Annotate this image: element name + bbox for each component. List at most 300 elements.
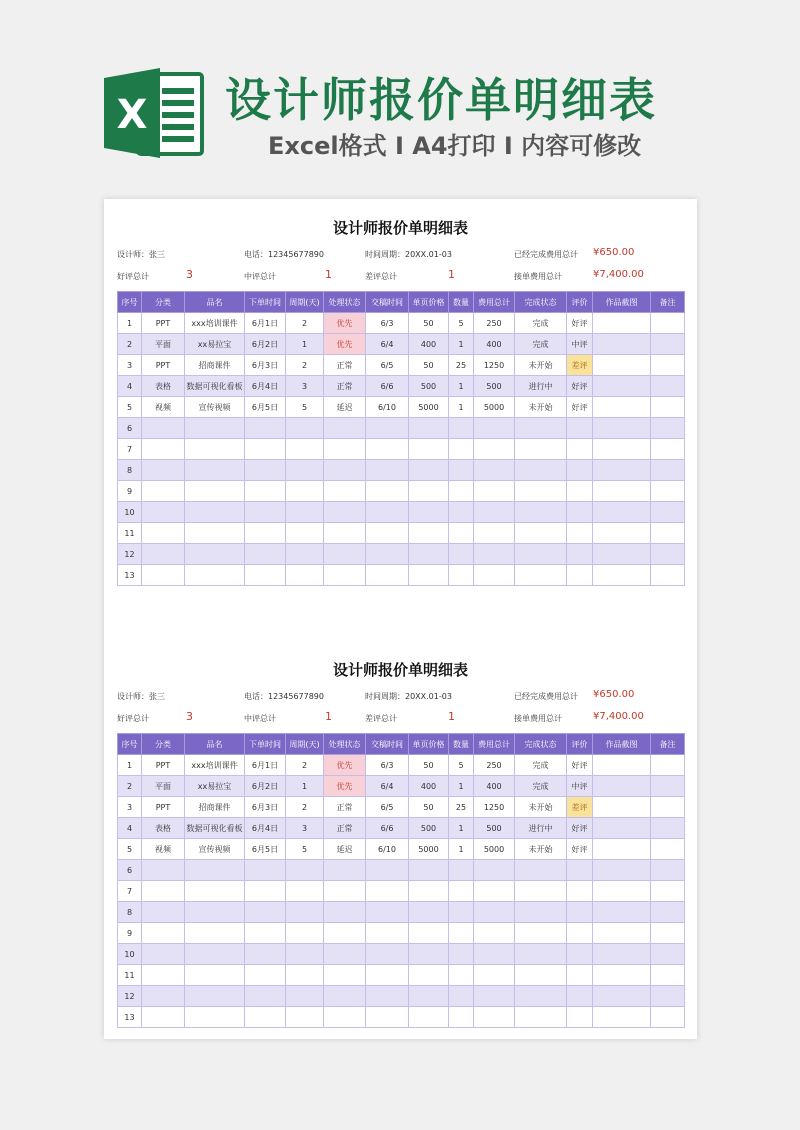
cell-order-date[interactable]: 6月3日 — [245, 797, 286, 818]
cell-total-cost[interactable] — [474, 923, 515, 944]
cell-index[interactable]: 10 — [118, 944, 142, 965]
cell-index[interactable]: 13 — [118, 565, 142, 586]
cell-rating[interactable] — [567, 523, 593, 544]
cell-rating[interactable]: 好评 — [567, 818, 593, 839]
cell-cycle-days[interactable]: 5 — [286, 839, 324, 860]
cell-total-cost[interactable]: 1250 — [474, 797, 515, 818]
cell-remark[interactable] — [651, 839, 685, 860]
cell-completion-status[interactable] — [515, 439, 567, 460]
cell-category[interactable] — [142, 481, 185, 502]
cell-work-screenshot[interactable] — [593, 481, 651, 502]
cell-order-date[interactable]: 6月4日 — [245, 818, 286, 839]
cell-index[interactable]: 5 — [118, 839, 142, 860]
cell-remark[interactable] — [651, 818, 685, 839]
cell-process-status[interactable] — [324, 881, 366, 902]
cell-category[interactable]: 视频 — [142, 397, 185, 418]
cell-index[interactable]: 7 — [118, 881, 142, 902]
cell-delivery-date[interactable] — [366, 986, 409, 1007]
cell-order-date[interactable]: 6月2日 — [245, 776, 286, 797]
cell-item-name[interactable]: xx易拉宝 — [185, 776, 245, 797]
cell-remark[interactable] — [651, 544, 685, 565]
cell-item-name[interactable]: 招商课件 — [185, 797, 245, 818]
cell-cycle-days[interactable]: 2 — [286, 355, 324, 376]
cell-category[interactable] — [142, 1007, 185, 1028]
cell-category[interactable]: PPT — [142, 313, 185, 334]
cell-rating[interactable]: 好评 — [567, 376, 593, 397]
cell-completion-status[interactable]: 未开始 — [515, 397, 567, 418]
cell-index[interactable]: 5 — [118, 397, 142, 418]
cell-work-screenshot[interactable] — [593, 755, 651, 776]
cell-quantity[interactable]: 1 — [449, 376, 474, 397]
cell-process-status[interactable]: 优先 — [324, 334, 366, 355]
cell-order-date[interactable]: 6月5日 — [245, 839, 286, 860]
cell-index[interactable]: 12 — [118, 544, 142, 565]
cell-remark[interactable] — [651, 881, 685, 902]
cell-cycle-days[interactable]: 2 — [286, 755, 324, 776]
cell-completion-status[interactable]: 进行中 — [515, 818, 567, 839]
cell-order-date[interactable] — [245, 881, 286, 902]
cell-process-status[interactable] — [324, 565, 366, 586]
cell-index[interactable]: 6 — [118, 860, 142, 881]
cell-process-status[interactable] — [324, 544, 366, 565]
cell-quantity[interactable] — [449, 544, 474, 565]
cell-quantity[interactable] — [449, 565, 474, 586]
cell-item-name[interactable]: xxx培训课件 — [185, 313, 245, 334]
cell-process-status[interactable] — [324, 418, 366, 439]
cell-completion-status[interactable] — [515, 881, 567, 902]
cell-category[interactable]: PPT — [142, 755, 185, 776]
cell-process-status[interactable] — [324, 923, 366, 944]
cell-quantity[interactable] — [449, 418, 474, 439]
cell-quantity[interactable] — [449, 881, 474, 902]
cell-work-screenshot[interactable] — [593, 881, 651, 902]
cell-item-name[interactable] — [185, 923, 245, 944]
cell-item-name[interactable] — [185, 481, 245, 502]
cell-category[interactable] — [142, 439, 185, 460]
cell-total-cost[interactable] — [474, 902, 515, 923]
cell-unit-price[interactable] — [409, 965, 449, 986]
cell-category[interactable] — [142, 986, 185, 1007]
cell-unit-price[interactable] — [409, 860, 449, 881]
cell-rating[interactable] — [567, 481, 593, 502]
cell-index[interactable]: 7 — [118, 439, 142, 460]
cell-item-name[interactable]: 招商课件 — [185, 355, 245, 376]
cell-order-date[interactable]: 6月5日 — [245, 397, 286, 418]
cell-process-status[interactable] — [324, 965, 366, 986]
cell-total-cost[interactable]: 250 — [474, 755, 515, 776]
cell-process-status[interactable] — [324, 502, 366, 523]
cell-index[interactable]: 3 — [118, 797, 142, 818]
cell-category[interactable] — [142, 881, 185, 902]
cell-unit-price[interactable]: 500 — [409, 818, 449, 839]
cell-delivery-date[interactable]: 6/10 — [366, 397, 409, 418]
cell-index[interactable]: 12 — [118, 986, 142, 1007]
cell-process-status[interactable] — [324, 523, 366, 544]
cell-index[interactable]: 9 — [118, 923, 142, 944]
cell-order-date[interactable] — [245, 965, 286, 986]
cell-delivery-date[interactable]: 6/5 — [366, 797, 409, 818]
cell-item-name[interactable]: xxx培训课件 — [185, 755, 245, 776]
cell-unit-price[interactable] — [409, 1007, 449, 1028]
cell-process-status[interactable] — [324, 986, 366, 1007]
cell-rating[interactable] — [567, 965, 593, 986]
cell-rating[interactable] — [567, 923, 593, 944]
cell-remark[interactable] — [651, 376, 685, 397]
cell-remark[interactable] — [651, 902, 685, 923]
cell-item-name[interactable] — [185, 565, 245, 586]
cell-delivery-date[interactable]: 6/3 — [366, 313, 409, 334]
cell-cycle-days[interactable] — [286, 902, 324, 923]
cell-quantity[interactable]: 25 — [449, 797, 474, 818]
cell-order-date[interactable] — [245, 523, 286, 544]
cell-unit-price[interactable] — [409, 881, 449, 902]
cell-work-screenshot[interactable] — [593, 460, 651, 481]
cell-item-name[interactable] — [185, 544, 245, 565]
cell-process-status[interactable]: 延迟 — [324, 839, 366, 860]
cell-item-name[interactable]: 数据可视化看板 — [185, 818, 245, 839]
cell-rating[interactable] — [567, 439, 593, 460]
cell-completion-status[interactable]: 完成 — [515, 776, 567, 797]
cell-index[interactable]: 3 — [118, 355, 142, 376]
cell-work-screenshot[interactable] — [593, 944, 651, 965]
cell-cycle-days[interactable] — [286, 986, 324, 1007]
cell-remark[interactable] — [651, 565, 685, 586]
cell-order-date[interactable]: 6月1日 — [245, 755, 286, 776]
cell-cycle-days[interactable] — [286, 1007, 324, 1028]
cell-index[interactable]: 11 — [118, 965, 142, 986]
cell-total-cost[interactable]: 400 — [474, 776, 515, 797]
cell-delivery-date[interactable] — [366, 881, 409, 902]
cell-order-date[interactable] — [245, 944, 286, 965]
cell-rating[interactable]: 中评 — [567, 776, 593, 797]
cell-delivery-date[interactable] — [366, 860, 409, 881]
cell-index[interactable]: 4 — [118, 376, 142, 397]
cell-total-cost[interactable] — [474, 1007, 515, 1028]
cell-category[interactable] — [142, 565, 185, 586]
cell-cycle-days[interactable]: 3 — [286, 376, 324, 397]
cell-quantity[interactable] — [449, 860, 474, 881]
cell-unit-price[interactable] — [409, 902, 449, 923]
cell-rating[interactable]: 中评 — [567, 334, 593, 355]
cell-work-screenshot[interactable] — [593, 376, 651, 397]
cell-remark[interactable] — [651, 944, 685, 965]
cell-cycle-days[interactable] — [286, 965, 324, 986]
cell-completion-status[interactable]: 未开始 — [515, 355, 567, 376]
cell-work-screenshot[interactable] — [593, 502, 651, 523]
cell-remark[interactable] — [651, 923, 685, 944]
cell-work-screenshot[interactable] — [593, 565, 651, 586]
cell-item-name[interactable] — [185, 439, 245, 460]
cell-item-name[interactable] — [185, 502, 245, 523]
cell-completion-status[interactable]: 进行中 — [515, 376, 567, 397]
cell-quantity[interactable] — [449, 944, 474, 965]
cell-item-name[interactable] — [185, 881, 245, 902]
cell-quantity[interactable]: 1 — [449, 776, 474, 797]
cell-total-cost[interactable]: 5000 — [474, 839, 515, 860]
cell-quantity[interactable]: 5 — [449, 755, 474, 776]
cell-process-status[interactable]: 延迟 — [324, 397, 366, 418]
cell-unit-price[interactable] — [409, 544, 449, 565]
cell-order-date[interactable] — [245, 860, 286, 881]
cell-item-name[interactable]: 宣传视频 — [185, 839, 245, 860]
cell-item-name[interactable] — [185, 460, 245, 481]
cell-rating[interactable] — [567, 1007, 593, 1028]
cell-delivery-date[interactable] — [366, 502, 409, 523]
cell-rating[interactable] — [567, 544, 593, 565]
cell-completion-status[interactable]: 完成 — [515, 334, 567, 355]
cell-index[interactable]: 1 — [118, 313, 142, 334]
cell-quantity[interactable] — [449, 460, 474, 481]
cell-remark[interactable] — [651, 334, 685, 355]
cell-rating[interactable] — [567, 860, 593, 881]
cell-remark[interactable] — [651, 965, 685, 986]
cell-rating[interactable]: 好评 — [567, 397, 593, 418]
cell-index[interactable]: 13 — [118, 1007, 142, 1028]
cell-unit-price[interactable]: 50 — [409, 755, 449, 776]
cell-cycle-days[interactable] — [286, 523, 324, 544]
cell-delivery-date[interactable] — [366, 439, 409, 460]
cell-category[interactable]: PPT — [142, 797, 185, 818]
cell-unit-price[interactable]: 400 — [409, 334, 449, 355]
cell-rating[interactable] — [567, 881, 593, 902]
cell-rating[interactable]: 差评 — [567, 355, 593, 376]
cell-work-screenshot[interactable] — [593, 544, 651, 565]
cell-work-screenshot[interactable] — [593, 839, 651, 860]
cell-total-cost[interactable] — [474, 523, 515, 544]
cell-completion-status[interactable] — [515, 460, 567, 481]
cell-item-name[interactable] — [185, 860, 245, 881]
cell-rating[interactable] — [567, 460, 593, 481]
cell-process-status[interactable] — [324, 439, 366, 460]
cell-total-cost[interactable]: 400 — [474, 334, 515, 355]
cell-delivery-date[interactable]: 6/10 — [366, 839, 409, 860]
cell-process-status[interactable]: 优先 — [324, 313, 366, 334]
cell-unit-price[interactable] — [409, 439, 449, 460]
cell-index[interactable]: 2 — [118, 776, 142, 797]
cell-cycle-days[interactable]: 2 — [286, 313, 324, 334]
cell-completion-status[interactable] — [515, 502, 567, 523]
cell-cycle-days[interactable] — [286, 502, 324, 523]
cell-category[interactable] — [142, 418, 185, 439]
cell-cycle-days[interactable] — [286, 881, 324, 902]
cell-total-cost[interactable] — [474, 565, 515, 586]
cell-quantity[interactable] — [449, 481, 474, 502]
cell-quantity[interactable]: 1 — [449, 839, 474, 860]
cell-order-date[interactable]: 6月1日 — [245, 313, 286, 334]
cell-index[interactable]: 4 — [118, 818, 142, 839]
cell-category[interactable] — [142, 523, 185, 544]
cell-completion-status[interactable] — [515, 418, 567, 439]
cell-total-cost[interactable]: 250 — [474, 313, 515, 334]
cell-total-cost[interactable] — [474, 944, 515, 965]
cell-total-cost[interactable] — [474, 502, 515, 523]
cell-rating[interactable] — [567, 986, 593, 1007]
cell-order-date[interactable] — [245, 923, 286, 944]
cell-work-screenshot[interactable] — [593, 923, 651, 944]
cell-process-status[interactable]: 优先 — [324, 755, 366, 776]
cell-cycle-days[interactable]: 2 — [286, 797, 324, 818]
cell-completion-status[interactable] — [515, 565, 567, 586]
cell-completion-status[interactable] — [515, 860, 567, 881]
cell-category[interactable]: PPT — [142, 355, 185, 376]
cell-item-name[interactable] — [185, 965, 245, 986]
cell-completion-status[interactable]: 完成 — [515, 755, 567, 776]
cell-work-screenshot[interactable] — [593, 986, 651, 1007]
cell-unit-price[interactable] — [409, 418, 449, 439]
cell-delivery-date[interactable]: 6/5 — [366, 355, 409, 376]
cell-rating[interactable]: 好评 — [567, 755, 593, 776]
cell-item-name[interactable] — [185, 1007, 245, 1028]
cell-item-name[interactable]: 数据可视化看板 — [185, 376, 245, 397]
cell-delivery-date[interactable] — [366, 944, 409, 965]
cell-order-date[interactable] — [245, 481, 286, 502]
cell-quantity[interactable]: 5 — [449, 313, 474, 334]
cell-completion-status[interactable] — [515, 986, 567, 1007]
cell-work-screenshot[interactable] — [593, 397, 651, 418]
cell-category[interactable] — [142, 902, 185, 923]
cell-work-screenshot[interactable] — [593, 355, 651, 376]
cell-category[interactable]: 平面 — [142, 334, 185, 355]
cell-item-name[interactable] — [185, 944, 245, 965]
cell-completion-status[interactable] — [515, 481, 567, 502]
cell-item-name[interactable] — [185, 902, 245, 923]
cell-delivery-date[interactable] — [366, 902, 409, 923]
cell-index[interactable]: 6 — [118, 418, 142, 439]
cell-unit-price[interactable] — [409, 502, 449, 523]
cell-delivery-date[interactable] — [366, 923, 409, 944]
cell-index[interactable]: 9 — [118, 481, 142, 502]
cell-cycle-days[interactable]: 1 — [286, 334, 324, 355]
cell-remark[interactable] — [651, 860, 685, 881]
cell-rating[interactable] — [567, 565, 593, 586]
cell-order-date[interactable] — [245, 544, 286, 565]
cell-total-cost[interactable] — [474, 418, 515, 439]
cell-delivery-date[interactable] — [366, 565, 409, 586]
cell-work-screenshot[interactable] — [593, 418, 651, 439]
cell-delivery-date[interactable] — [366, 544, 409, 565]
cell-total-cost[interactable] — [474, 860, 515, 881]
cell-total-cost[interactable] — [474, 965, 515, 986]
cell-index[interactable]: 8 — [118, 460, 142, 481]
cell-unit-price[interactable]: 50 — [409, 355, 449, 376]
cell-category[interactable]: 表格 — [142, 818, 185, 839]
cell-rating[interactable]: 好评 — [567, 313, 593, 334]
cell-process-status[interactable]: 正常 — [324, 797, 366, 818]
cell-remark[interactable] — [651, 355, 685, 376]
cell-total-cost[interactable]: 1250 — [474, 355, 515, 376]
cell-unit-price[interactable] — [409, 460, 449, 481]
cell-total-cost[interactable] — [474, 881, 515, 902]
cell-delivery-date[interactable] — [366, 965, 409, 986]
cell-item-name[interactable] — [185, 418, 245, 439]
cell-category[interactable] — [142, 923, 185, 944]
cell-remark[interactable] — [651, 797, 685, 818]
cell-delivery-date[interactable]: 6/6 — [366, 376, 409, 397]
cell-remark[interactable] — [651, 313, 685, 334]
cell-delivery-date[interactable]: 6/4 — [366, 334, 409, 355]
cell-delivery-date[interactable]: 6/4 — [366, 776, 409, 797]
cell-rating[interactable]: 好评 — [567, 839, 593, 860]
cell-process-status[interactable]: 正常 — [324, 376, 366, 397]
cell-remark[interactable] — [651, 986, 685, 1007]
cell-order-date[interactable]: 6月3日 — [245, 355, 286, 376]
cell-remark[interactable] — [651, 776, 685, 797]
cell-order-date[interactable]: 6月2日 — [245, 334, 286, 355]
cell-total-cost[interactable] — [474, 460, 515, 481]
cell-delivery-date[interactable]: 6/6 — [366, 818, 409, 839]
cell-order-date[interactable] — [245, 902, 286, 923]
cell-category[interactable]: 表格 — [142, 376, 185, 397]
cell-total-cost[interactable]: 500 — [474, 376, 515, 397]
cell-process-status[interactable] — [324, 860, 366, 881]
cell-delivery-date[interactable] — [366, 418, 409, 439]
cell-delivery-date[interactable] — [366, 460, 409, 481]
cell-completion-status[interactable] — [515, 923, 567, 944]
cell-work-screenshot[interactable] — [593, 1007, 651, 1028]
cell-quantity[interactable] — [449, 986, 474, 1007]
cell-remark[interactable] — [651, 502, 685, 523]
cell-index[interactable]: 10 — [118, 502, 142, 523]
cell-work-screenshot[interactable] — [593, 439, 651, 460]
cell-process-status[interactable] — [324, 481, 366, 502]
cell-delivery-date[interactable] — [366, 1007, 409, 1028]
cell-delivery-date[interactable]: 6/3 — [366, 755, 409, 776]
cell-index[interactable]: 2 — [118, 334, 142, 355]
cell-process-status[interactable]: 正常 — [324, 818, 366, 839]
cell-cycle-days[interactable] — [286, 860, 324, 881]
cell-work-screenshot[interactable] — [593, 902, 651, 923]
cell-remark[interactable] — [651, 418, 685, 439]
cell-rating[interactable] — [567, 418, 593, 439]
cell-work-screenshot[interactable] — [593, 797, 651, 818]
cell-quantity[interactable] — [449, 1007, 474, 1028]
cell-unit-price[interactable] — [409, 986, 449, 1007]
cell-unit-price[interactable]: 400 — [409, 776, 449, 797]
cell-remark[interactable] — [651, 481, 685, 502]
cell-order-date[interactable] — [245, 439, 286, 460]
cell-quantity[interactable]: 1 — [449, 334, 474, 355]
cell-cycle-days[interactable]: 3 — [286, 818, 324, 839]
cell-order-date[interactable]: 6月4日 — [245, 376, 286, 397]
cell-unit-price[interactable]: 5000 — [409, 397, 449, 418]
cell-order-date[interactable] — [245, 460, 286, 481]
cell-remark[interactable] — [651, 1007, 685, 1028]
cell-category[interactable] — [142, 944, 185, 965]
cell-remark[interactable] — [651, 397, 685, 418]
cell-rating[interactable]: 差评 — [567, 797, 593, 818]
cell-unit-price[interactable]: 5000 — [409, 839, 449, 860]
cell-cycle-days[interactable]: 1 — [286, 776, 324, 797]
cell-order-date[interactable] — [245, 418, 286, 439]
cell-process-status[interactable] — [324, 1007, 366, 1028]
cell-completion-status[interactable] — [515, 1007, 567, 1028]
cell-category[interactable] — [142, 860, 185, 881]
cell-cycle-days[interactable] — [286, 565, 324, 586]
cell-process-status[interactable]: 正常 — [324, 355, 366, 376]
cell-total-cost[interactable]: 5000 — [474, 397, 515, 418]
cell-category[interactable] — [142, 544, 185, 565]
cell-quantity[interactable] — [449, 502, 474, 523]
cell-delivery-date[interactable] — [366, 523, 409, 544]
cell-item-name[interactable]: 宣传视频 — [185, 397, 245, 418]
cell-quantity[interactable]: 1 — [449, 397, 474, 418]
cell-completion-status[interactable] — [515, 902, 567, 923]
cell-rating[interactable] — [567, 902, 593, 923]
cell-index[interactable]: 1 — [118, 755, 142, 776]
cell-completion-status[interactable] — [515, 523, 567, 544]
cell-cycle-days[interactable] — [286, 923, 324, 944]
cell-category[interactable]: 视频 — [142, 839, 185, 860]
